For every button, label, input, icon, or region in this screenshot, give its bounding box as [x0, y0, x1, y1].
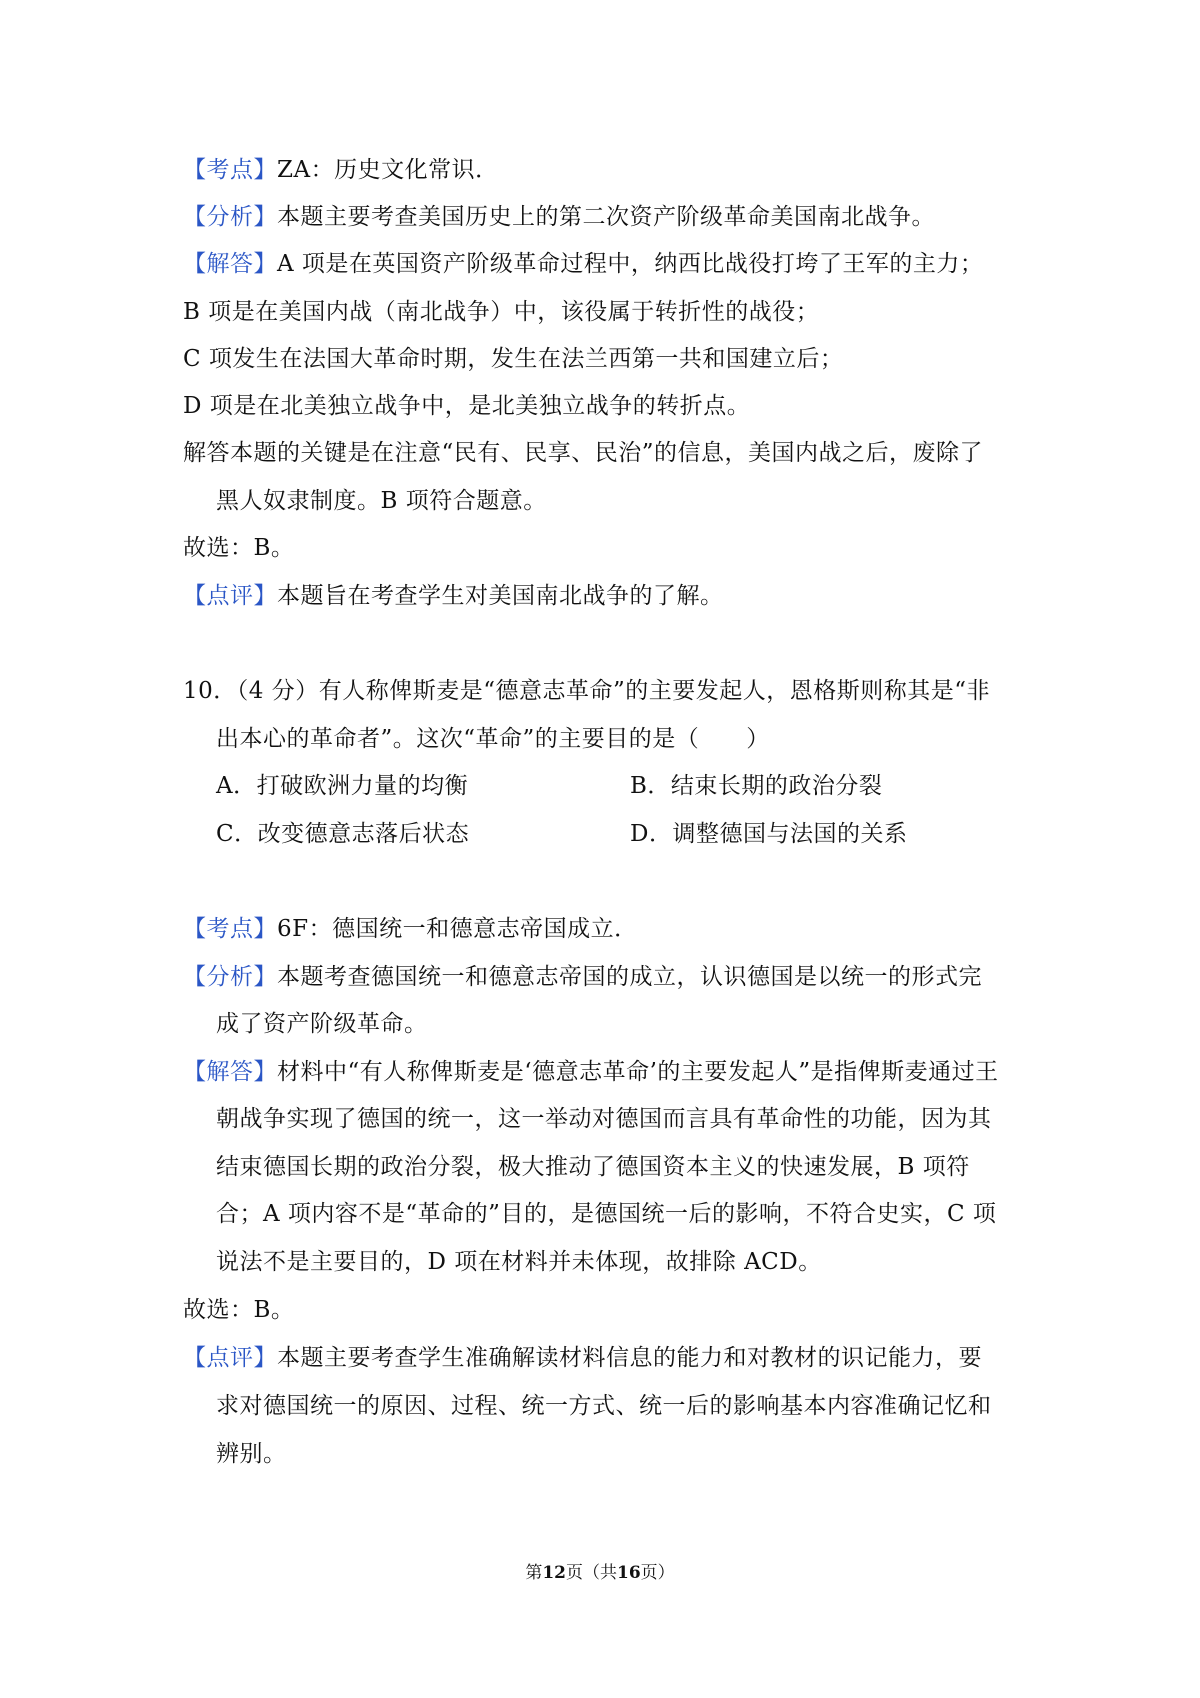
page-total: 16 — [617, 1563, 641, 1583]
jieda-line-2 — [183, 1056, 999, 1088]
dianping-line-2-cont2: 辨别。 — [216, 1441, 287, 1467]
key-point-line1: 解答本题的关键是在注意“民有、民享、民治”的信息，美国内战之后，废除了 — [183, 440, 984, 466]
jieda-tag-2: 【解答】 — [183, 1059, 277, 1085]
page-number: 12 — [542, 1563, 566, 1583]
footer-suffix: 页） — [640, 1563, 675, 1583]
jieda-text: A 项是在英国资产阶级革命过程中，纳西比战役打垮了王军的主力； — [277, 251, 984, 277]
kaodian-line-2 — [183, 913, 638, 945]
jieda-line-2-cont3: 合；A 项内容不是“革命的”目的，是德国统一后的影响，不符合史实，C 项 — [216, 1201, 997, 1227]
kaodian-line — [183, 154, 499, 186]
kaodian-text: ZA：历史文化常识． — [277, 157, 499, 183]
fenxi-line — [183, 201, 935, 233]
answer-line: 故选：B。 — [183, 535, 295, 561]
option-b-explain: B 项是在美国内战（南北战争）中，该役属于转折性的战役； — [183, 299, 820, 325]
dianping-line — [183, 580, 724, 612]
option-b: B．结束长期的政治分裂 — [630, 773, 883, 799]
question-stem-line2: 出本心的革命者”。这次“革命”的主要目的是（ ） — [216, 726, 770, 752]
option-c-explain: C 项发生在法国大革命时期，发生在法兰西第一共和国建立后； — [183, 346, 844, 372]
fenxi-tag-2: 【分析】 — [183, 964, 277, 990]
fenxi-text: 本题主要考查美国历史上的第二次资产阶级革命美国南北战争。 — [277, 204, 935, 230]
kaodian-text-2: 6F：德国统一和德意志帝国成立． — [277, 916, 638, 942]
option-d-explain: D 项是在北美独立战争中，是北美独立战争的转折点。 — [183, 393, 751, 419]
jieda-line-2-cont1: 朝战争实现了德国的统一，这一举动对德国而言具有革命性的功能，因为其 — [216, 1106, 992, 1132]
footer-prefix: 第 — [525, 1563, 543, 1583]
dianping-text-2: 本题主要考查学生准确解读材料信息的能力和对教材的识记能力，要 — [277, 1345, 982, 1371]
kaodian-tag-2: 【考点】 — [183, 916, 277, 942]
fenxi-line-2 — [183, 961, 982, 993]
jieda-line-2-cont2: 结束德国长期的政治分裂，极大推动了德国资本主义的快速发展，B 项符 — [216, 1154, 970, 1180]
dianping-tag: 【点评】 — [183, 583, 277, 609]
page-footer — [0, 1558, 1200, 1583]
fenxi-line-2-cont: 成了资产阶级革命。 — [216, 1011, 428, 1037]
dianping-text: 本题旨在考查学生对美国南北战争的了解。 — [277, 583, 724, 609]
kaodian-tag: 【考点】 — [183, 157, 277, 183]
dianping-tag-2: 【点评】 — [183, 1345, 277, 1371]
key-point-line2: 黑人奴隶制度。B 项符合题意。 — [216, 488, 547, 514]
jieda-tag: 【解答】 — [183, 251, 277, 277]
answer-line-2: 故选：B。 — [183, 1297, 295, 1323]
fenxi-text-2: 本题考查德国统一和德意志帝国的成立，认识德国是以统一的形式完 — [277, 964, 982, 990]
question-stem-line1: 10．（4 分）有人称俾斯麦是“德意志革命”的主要发起人，恩格斯则称其是“非 — [183, 678, 990, 704]
footer-middle: 页（共 — [566, 1563, 617, 1583]
dianping-line-2 — [183, 1342, 982, 1374]
option-c: C．改变德意志落后状态 — [216, 821, 470, 847]
option-d: D．调整德国与法国的关系 — [630, 821, 908, 847]
jieda-text-2: 材料中“有人称俾斯麦是‘德意志革命’的主要发起人”是指俾斯麦通过王 — [277, 1059, 999, 1085]
jieda-line-2-cont4: 说法不是主要目的，D 项在材料并未体现，故排除 ACD。 — [216, 1249, 822, 1275]
option-a: A．打破欧洲力量的均衡 — [216, 773, 469, 799]
fenxi-tag: 【分析】 — [183, 204, 277, 230]
dianping-line-2-cont1: 求对德国统一的原因、过程、统一方式、统一后的影响基本内容准确记忆和 — [216, 1393, 992, 1419]
jieda-line — [183, 248, 983, 280]
